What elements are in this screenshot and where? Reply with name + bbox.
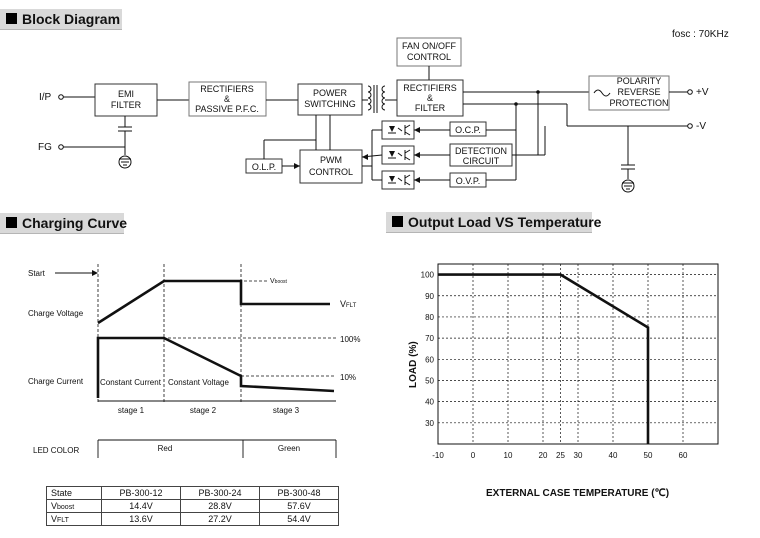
grid-lines	[438, 264, 718, 444]
optocoupler-icon	[382, 121, 414, 139]
y-tick-labels	[421, 271, 435, 428]
x-tick-label: 30	[573, 451, 583, 460]
table-row	[47, 500, 339, 513]
y-tick-label: 100	[420, 270, 434, 280]
stage1-label: stage 1	[117, 406, 145, 415]
rect-pfc-line2: &	[223, 94, 231, 104]
table-cell-vboost: Vboost	[47, 500, 102, 513]
y-tick-label: 30	[425, 418, 434, 428]
olp-label: O.L.P.	[251, 162, 277, 172]
plus-v-label: +V	[696, 87, 709, 98]
table-cell: 27.2V	[181, 513, 260, 526]
rect-pfc-line3: PASSIVE P.F.C.	[195, 104, 259, 114]
emi-label: EMI	[117, 89, 135, 99]
table-cell: 57.6V	[260, 500, 339, 513]
x-tick-labels	[432, 451, 688, 460]
polarity-line1: POLARITY	[616, 76, 662, 86]
charge-voltage-label: Charge Voltage	[28, 309, 84, 318]
x-tick-label: 40	[608, 451, 618, 460]
polarity-line3: PROTECTION	[609, 98, 669, 108]
x-tick-label: 20	[538, 451, 548, 460]
polarity-line2: REVERSE	[617, 87, 661, 97]
optocoupler-icon	[382, 171, 414, 189]
stage3-label: stage 3	[272, 406, 300, 415]
pwm-line1: PWM	[320, 155, 342, 165]
x-tick-label: 25	[556, 451, 565, 460]
start-label: Start	[28, 269, 45, 278]
ground-icon	[622, 180, 634, 192]
plus-v-terminal	[688, 90, 693, 95]
charging-curve-title: Charging Curve	[22, 215, 128, 231]
ground-icon	[119, 156, 131, 168]
x-axis-label: EXTERNAL CASE TEMPERATURE (℃)	[486, 488, 670, 499]
transformer-icon	[362, 85, 398, 113]
constant-current-label: Constant Current	[100, 378, 161, 387]
rect-filter-line2: &	[426, 93, 434, 103]
minus-v-terminal	[688, 124, 693, 129]
table-row	[47, 513, 339, 526]
power-sw-line2: SWITCHING	[304, 99, 356, 109]
table-cell: 54.4V	[260, 513, 339, 526]
y-tick-label: 60	[425, 355, 434, 365]
constant-voltage-label: Constant Voltage	[168, 378, 229, 387]
x-tick-label: 10	[503, 451, 513, 460]
led-green-label: Green	[277, 444, 301, 453]
table-cell: 28.8V	[181, 500, 260, 513]
rect-filter-line1: RECTIFIERS	[403, 83, 457, 93]
ovp-label: O.V.P.	[455, 176, 481, 186]
minus-v-label: -V	[696, 121, 706, 132]
fg-label: FG	[38, 142, 52, 153]
current-curve	[98, 338, 334, 398]
led-red-label: Red	[157, 444, 173, 453]
block-diagram	[38, 29, 729, 192]
voltage-curve	[98, 281, 330, 323]
y-tick-label: 50	[425, 376, 434, 386]
ocp-label: O.C.P.	[455, 125, 481, 135]
table-header-model: PB-300-24	[181, 487, 260, 500]
fosc-label: fosc : 70KHz	[672, 29, 729, 40]
vflt-label: VFLT	[340, 299, 357, 309]
charge-current-label: Charge Current	[28, 377, 84, 386]
fg-terminal	[59, 145, 64, 150]
table-header-model: PB-300-12	[102, 487, 181, 500]
table-header-state: State	[47, 487, 102, 500]
x-tick-label: 50	[643, 451, 653, 460]
x-tick-label: -10	[432, 451, 444, 460]
rect-filter-line3: FILTER	[414, 103, 446, 113]
optocoupler-icon	[382, 146, 414, 164]
x-tick-label: 0	[470, 451, 476, 460]
table-cell: 13.6V	[102, 513, 181, 526]
x-tick-label: 60	[678, 451, 688, 460]
ip-label: I/P	[39, 92, 52, 103]
stage2-label: stage 2	[189, 406, 217, 415]
table-row	[47, 487, 339, 500]
rect-pfc-line1: RECTIFIERS	[200, 84, 254, 94]
table-cell-vflt: VFLT	[47, 513, 102, 526]
y-tick-label: 90	[425, 291, 434, 301]
percent-100-label: 100%	[340, 335, 361, 344]
y-tick-label: 40	[425, 397, 434, 407]
percent-10-label: 10%	[340, 373, 357, 382]
table-header-model: PB-300-48	[260, 487, 339, 500]
detection-line1: DETECTION	[454, 146, 508, 156]
power-sw-line1: POWER	[312, 88, 348, 98]
pwm-line2: CONTROL	[308, 167, 354, 177]
charging-curve	[28, 264, 360, 458]
vboost-label: Vboost	[270, 278, 287, 285]
fan-line2: CONTROL	[406, 52, 452, 62]
y-axis-label: LOAD (%)	[408, 341, 419, 388]
fan-line1: FAN ON/OFF	[402, 41, 456, 51]
y-tick-label: 70	[425, 334, 434, 344]
spec-table	[46, 486, 339, 526]
emi-filter-label: FILTER	[110, 100, 142, 110]
block-diagram-title: Block Diagram	[22, 11, 121, 27]
ip-terminal	[59, 95, 64, 100]
start-arrow-icon	[92, 270, 98, 276]
load-temp-chart	[408, 264, 718, 499]
led-color-label: LED COLOR	[33, 446, 80, 455]
y-tick-label: 80	[425, 312, 434, 322]
table-cell: 14.4V	[102, 500, 181, 513]
load-temp-title: Output Load VS Temperature	[408, 214, 602, 230]
detection-line2: CIRCUIT	[462, 156, 500, 166]
